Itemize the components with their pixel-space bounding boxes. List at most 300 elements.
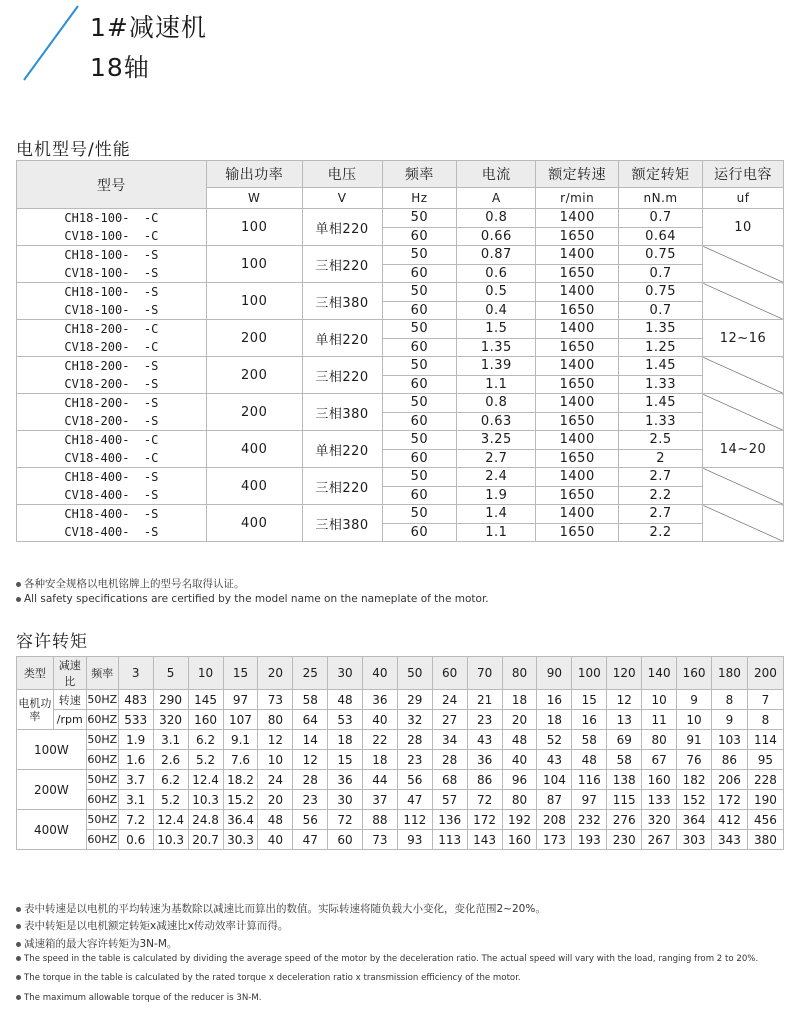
speed-cell: 1400 [536, 246, 619, 265]
ratio-header: 120 [607, 657, 642, 690]
power-cell: 400 [206, 468, 302, 505]
speed-value: 29 [397, 690, 432, 710]
speed-cell: 1400 [536, 468, 619, 487]
speed-value: 32 [397, 710, 432, 730]
speed-cell: 1650 [536, 486, 619, 505]
torque-value: 104 [537, 770, 572, 790]
speed-label: 转速 [53, 690, 86, 710]
voltage-cell: 三相380 [302, 283, 382, 320]
torque-value: 30 [328, 790, 363, 810]
torque-value: 93 [397, 830, 432, 850]
speed-value: 40 [362, 710, 397, 730]
capacitor-na-cell [703, 394, 784, 431]
torque-value: 80 [502, 790, 537, 810]
note-line: 各种安全规格以电机铭牌上的型号名取得认证。 [16, 576, 245, 591]
table-row [17, 431, 784, 450]
header-unit: nN.m [619, 188, 703, 209]
speed-cell: 1650 [536, 523, 619, 542]
header-unit: V [302, 188, 382, 209]
table-row [17, 320, 784, 339]
voltage-cell: 单相220 [302, 320, 382, 357]
freq-cell: 50HZ [86, 690, 118, 710]
note-line: 减速箱的最大容许转矩为3N-M。 [16, 936, 177, 951]
torque-value: 69 [607, 730, 642, 750]
model-name: CV18-100- -S [64, 303, 159, 317]
bullet-icon [16, 956, 21, 961]
header-unit: Hz [382, 188, 457, 209]
current-cell: 0.5 [457, 283, 536, 302]
torque-value: 40 [502, 750, 537, 770]
speed-value: 18 [537, 710, 572, 730]
torque-value: 72 [467, 790, 502, 810]
speed-value: 58 [293, 690, 328, 710]
torque-value: 9.1 [223, 730, 258, 750]
torque-value: 56 [293, 810, 328, 830]
model-name: CV18-400- -C [64, 451, 159, 465]
current-cell: 0.8 [457, 209, 536, 228]
torque-cell: 1.45 [619, 394, 703, 413]
table-row [17, 657, 784, 690]
torque-value: 172 [711, 790, 747, 810]
torque-cell: 0.64 [619, 227, 703, 246]
header-unit: A [457, 188, 536, 209]
torque-value: 152 [677, 790, 712, 810]
speed-cell: 1400 [536, 431, 619, 450]
current-cell: 1.9 [457, 486, 536, 505]
ratio-header: 15 [223, 657, 258, 690]
current-cell: 2.4 [457, 468, 536, 487]
current-cell: 0.8 [457, 394, 536, 413]
freq-cell: 60HZ [86, 790, 118, 810]
torque-value: 143 [467, 830, 502, 850]
speed-value: 73 [258, 690, 293, 710]
speed-value: 80 [258, 710, 293, 730]
torque-value: 24.8 [188, 810, 223, 830]
header-speed: 额定转速 [536, 161, 619, 188]
torque-value: 182 [677, 770, 712, 790]
torque-value: 28 [397, 730, 432, 750]
model-name: CH18-200- -S [64, 359, 159, 373]
torque-value: 230 [607, 830, 642, 850]
speed-value: 533 [118, 710, 153, 730]
freq-cell: 60HZ [86, 830, 118, 850]
bullet-icon [16, 975, 21, 980]
torque-cell: 2.5 [619, 431, 703, 450]
freq-cell: 60 [382, 375, 457, 394]
torque-value: 28 [432, 750, 467, 770]
torque-value: 88 [362, 810, 397, 830]
freq-cell: 50HZ [86, 770, 118, 790]
freq-cell: 50 [382, 431, 457, 450]
motor-power-label: 电机功率 [17, 690, 54, 730]
torque-value: 136 [432, 810, 467, 830]
voltage-cell: 单相220 [302, 431, 382, 468]
table-row [17, 750, 784, 770]
torque-cell: 0.7 [619, 209, 703, 228]
torque-cell: 2.2 [619, 523, 703, 542]
torque-value: 76 [677, 750, 712, 770]
ratio-header: 200 [747, 657, 783, 690]
speed-label: /rpm [53, 710, 86, 730]
torque-value: 86 [711, 750, 747, 770]
torque-value: 22 [362, 730, 397, 750]
torque-value: 172 [467, 810, 502, 830]
power-cell: 400 [206, 431, 302, 468]
freq-cell: 60HZ [86, 750, 118, 770]
power-label: 100W [17, 730, 87, 770]
torque-value: 6.2 [188, 730, 223, 750]
freq-cell: 50 [382, 468, 457, 487]
freq-cell: 60 [382, 227, 457, 246]
current-cell: 1.1 [457, 523, 536, 542]
speed-cell: 1650 [536, 375, 619, 394]
torque-value: 193 [572, 830, 607, 850]
model-name: CV18-400- -S [64, 525, 159, 539]
model-name: CH18-400- -S [64, 470, 159, 484]
power-cell: 100 [206, 283, 302, 320]
speed-value: 15 [572, 690, 607, 710]
freq-cell: 60HZ [86, 710, 118, 730]
torque-value: 18.2 [223, 770, 258, 790]
freq-cell: 60 [382, 338, 457, 357]
torque-value: 12.4 [188, 770, 223, 790]
decorative-slash-line [0, 0, 90, 90]
table-row [17, 770, 784, 790]
speed-cell: 1650 [536, 338, 619, 357]
current-cell: 0.63 [457, 412, 536, 431]
model-cell [17, 505, 207, 542]
torque-value: 232 [572, 810, 607, 830]
power-cell: 200 [206, 394, 302, 431]
model-name: CH18-200- -C [64, 322, 159, 336]
torque-value: 228 [747, 770, 783, 790]
torque-value: 43 [537, 750, 572, 770]
speed-value: 13 [607, 710, 642, 730]
ratio-header: 40 [362, 657, 397, 690]
torque-value: 96 [502, 770, 537, 790]
torque-cell: 2.2 [619, 486, 703, 505]
speed-value: 8 [747, 710, 783, 730]
ratio-header: 25 [293, 657, 328, 690]
speed-cell: 1400 [536, 394, 619, 413]
table-row [17, 283, 784, 302]
torque-value: 133 [642, 790, 677, 810]
torque-value: 12 [258, 730, 293, 750]
torque-value: 115 [607, 790, 642, 810]
ratio-header: 50 [397, 657, 432, 690]
freq-cell: 50 [382, 357, 457, 376]
freq-cell: 60 [382, 412, 457, 431]
torque-cell: 0.75 [619, 246, 703, 265]
torque-value: 5.2 [153, 790, 188, 810]
header-power: 输出功率 [206, 161, 302, 188]
torque-value: 67 [642, 750, 677, 770]
torque-cell: 0.7 [619, 301, 703, 320]
speed-value: 16 [572, 710, 607, 730]
torque-value: 10.3 [153, 830, 188, 850]
torque-value: 7.2 [118, 810, 153, 830]
bullet-icon [16, 924, 21, 929]
torque-cell: 1.35 [619, 320, 703, 339]
torque-value: 80 [642, 730, 677, 750]
header-type: 类型 [17, 657, 54, 690]
speed-value: 8 [711, 690, 747, 710]
voltage-cell: 三相380 [302, 505, 382, 542]
speed-value: 145 [188, 690, 223, 710]
voltage-cell: 三相220 [302, 468, 382, 505]
torque-value: 20.7 [188, 830, 223, 850]
torque-value: 12 [293, 750, 328, 770]
speed-cell: 1650 [536, 227, 619, 246]
freq-cell: 50 [382, 320, 457, 339]
freq-cell: 60 [382, 449, 457, 468]
bullet-icon [16, 942, 21, 947]
bullet-icon [16, 907, 21, 912]
speed-cell: 1650 [536, 301, 619, 320]
torque-value: 320 [642, 810, 677, 830]
torque-value: 276 [607, 810, 642, 830]
current-cell: 2.7 [457, 449, 536, 468]
torque-value: 47 [397, 790, 432, 810]
note-line: The speed in the table is calculated by dividing the average speed of the motor by the deceleration ratio. The actual speed will vary with the load, ranging from 2 to 20%. [16, 954, 758, 964]
torque-value: 380 [747, 830, 783, 850]
current-cell: 0.66 [457, 227, 536, 246]
torque-value: 343 [711, 830, 747, 850]
torque-value: 160 [502, 830, 537, 850]
freq-cell: 50 [382, 283, 457, 302]
torque-value: 303 [677, 830, 712, 850]
speed-value: 27 [432, 710, 467, 730]
torque-value: 30.3 [223, 830, 258, 850]
torque-value: 36.4 [223, 810, 258, 830]
torque-value: 14 [293, 730, 328, 750]
table-row [17, 830, 784, 850]
speed-value: 107 [223, 710, 258, 730]
header-current: 电流 [457, 161, 536, 188]
speed-value: 16 [537, 690, 572, 710]
torque-value: 24 [258, 770, 293, 790]
torque-value: 114 [747, 730, 783, 750]
current-cell: 1.5 [457, 320, 536, 339]
current-cell: 1.35 [457, 338, 536, 357]
ratio-header: 20 [258, 657, 293, 690]
model-name: CV18-100- -C [64, 229, 159, 243]
torque-value: 18 [328, 730, 363, 750]
current-cell: 0.4 [457, 301, 536, 320]
ratio-header: 100 [572, 657, 607, 690]
model-name: CH18-100- -S [64, 248, 159, 262]
model-cell [17, 468, 207, 505]
model-name: CV18-200- -S [64, 414, 159, 428]
ratio-header: 80 [502, 657, 537, 690]
current-cell: 0.87 [457, 246, 536, 265]
speed-value: 18 [502, 690, 537, 710]
bullet-icon [16, 582, 21, 587]
header-unit: W [206, 188, 302, 209]
torque-cell: 2.7 [619, 468, 703, 487]
table-row [17, 357, 784, 376]
torque-value: 36 [328, 770, 363, 790]
note-line: 表中转速是以电机的平均转速为基数除以减速比而算出的数值。实际转速将随负载大小变化，变化范围2~20%。 [16, 901, 546, 916]
speed-cell: 1400 [536, 209, 619, 228]
table-row [17, 468, 784, 487]
torque-value: 3.7 [118, 770, 153, 790]
power-label: 400W [17, 810, 87, 850]
torque-value: 95 [747, 750, 783, 770]
torque-value: 58 [607, 750, 642, 770]
capacitor-na-cell [703, 468, 784, 505]
torque-value: 73 [362, 830, 397, 850]
ratio-header: 30 [328, 657, 363, 690]
torque-value: 47 [293, 830, 328, 850]
model-cell [17, 209, 207, 246]
torque-value: 173 [537, 830, 572, 850]
model-name: CV18-200- -C [64, 340, 159, 354]
model-name: CV18-200- -S [64, 377, 159, 391]
torque-value: 6.2 [153, 770, 188, 790]
speed-value: 21 [467, 690, 502, 710]
ratio-header: 140 [642, 657, 677, 690]
torque-value: 34 [432, 730, 467, 750]
torque-value: 0.6 [118, 830, 153, 850]
freq-cell: 60 [382, 523, 457, 542]
capacitor-na-cell [703, 505, 784, 542]
header-voltage: 电压 [302, 161, 382, 188]
model-name: CH18-100- -S [64, 285, 159, 299]
torque-value: 7.6 [223, 750, 258, 770]
torque-value: 40 [258, 830, 293, 850]
torque-value: 86 [467, 770, 502, 790]
freq-cell: 50 [382, 394, 457, 413]
table-row [17, 690, 784, 710]
freq-cell: 50 [382, 246, 457, 265]
power-cell: 200 [206, 320, 302, 357]
torque-value: 103 [711, 730, 747, 750]
power-cell: 100 [206, 209, 302, 246]
model-cell [17, 394, 207, 431]
torque-value: 412 [711, 810, 747, 830]
torque-section-title: 容许转矩 [16, 632, 88, 652]
speed-value: 320 [153, 710, 188, 730]
model-cell [17, 320, 207, 357]
ratio-header: 3 [118, 657, 153, 690]
torque-value: 192 [502, 810, 537, 830]
torque-value: 113 [432, 830, 467, 850]
note-line: 表中转矩是以电机额定转矩x减速比x传动效率计算而得。 [16, 918, 288, 933]
torque-cell: 2.7 [619, 505, 703, 524]
header-freq: 频率 [382, 161, 457, 188]
torque-value: 44 [362, 770, 397, 790]
header-torque: 额定转矩 [619, 161, 703, 188]
power-cell: 200 [206, 357, 302, 394]
speed-value: 10 [642, 690, 677, 710]
torque-value: 18 [362, 750, 397, 770]
torque-value: 56 [397, 770, 432, 790]
torque-value: 10.3 [188, 790, 223, 810]
capacitor-na-cell [703, 246, 784, 283]
table-row [17, 161, 784, 188]
torque-cell: 0.75 [619, 283, 703, 302]
note-line: The torque in the table is calculated by the rated torque x deceleration ratio x transmission efficiency of the motor. [16, 973, 521, 983]
torque-value: 138 [607, 770, 642, 790]
model-cell [17, 246, 207, 283]
ratio-header: 10 [188, 657, 223, 690]
torque-table [16, 656, 784, 850]
freq-cell: 60 [382, 301, 457, 320]
torque-value: 23 [397, 750, 432, 770]
torque-value: 43 [467, 730, 502, 750]
speed-cell: 1650 [536, 264, 619, 283]
header-unit: uf [703, 188, 784, 209]
current-cell: 1.1 [457, 375, 536, 394]
torque-value: 58 [572, 730, 607, 750]
header-cap: 运行电容 [703, 161, 784, 188]
power-cell: 400 [206, 505, 302, 542]
torque-value: 5.2 [188, 750, 223, 770]
speed-cell: 1400 [536, 505, 619, 524]
torque-value: 206 [711, 770, 747, 790]
page-subtitle: 18轴 [90, 53, 150, 82]
capacitor-na-cell [703, 357, 784, 394]
speed-cell: 1650 [536, 449, 619, 468]
current-cell: 0.6 [457, 264, 536, 283]
current-cell: 3.25 [457, 431, 536, 450]
torque-cell: 1.45 [619, 357, 703, 376]
voltage-cell: 三相220 [302, 357, 382, 394]
capacitor-cell: 12~16 [703, 320, 784, 357]
note-line: The maximum allowable torque of the reducer is 3N-M. [16, 993, 262, 1003]
ratio-header: 160 [677, 657, 712, 690]
torque-value: 208 [537, 810, 572, 830]
table-row [17, 209, 784, 228]
performance-section-title: 电机型号/性能 [16, 140, 131, 160]
freq-cell: 50 [382, 209, 457, 228]
capacitor-cell: 10 [703, 209, 784, 246]
table-row [17, 810, 784, 830]
current-cell: 1.4 [457, 505, 536, 524]
torque-cell: 2 [619, 449, 703, 468]
torque-value: 52 [537, 730, 572, 750]
torque-value: 10 [258, 750, 293, 770]
speed-value: 53 [328, 710, 363, 730]
model-name: CV18-100- -S [64, 266, 159, 280]
speed-value: 97 [223, 690, 258, 710]
torque-value: 37 [362, 790, 397, 810]
table-row [17, 730, 784, 750]
note-line: All safety specifications are certified by the model name on the nameplate of the motor. [16, 593, 489, 605]
torque-value: 1.6 [118, 750, 153, 770]
torque-value: 48 [502, 730, 537, 750]
speed-value: 9 [711, 710, 747, 730]
table-row [17, 790, 784, 810]
speed-value: 9 [677, 690, 712, 710]
table-row [17, 710, 784, 730]
header-unit: r/min [536, 188, 619, 209]
model-cell [17, 431, 207, 468]
speed-cell: 1650 [536, 412, 619, 431]
torque-cell: 1.33 [619, 375, 703, 394]
freq-cell: 50HZ [86, 730, 118, 750]
model-cell [17, 357, 207, 394]
speed-value: 24 [432, 690, 467, 710]
torque-value: 60 [328, 830, 363, 850]
speed-cell: 1400 [536, 320, 619, 339]
torque-value: 57 [432, 790, 467, 810]
table-row [17, 505, 784, 524]
table-row [17, 246, 784, 265]
speed-value: 7 [747, 690, 783, 710]
torque-value: 87 [537, 790, 572, 810]
